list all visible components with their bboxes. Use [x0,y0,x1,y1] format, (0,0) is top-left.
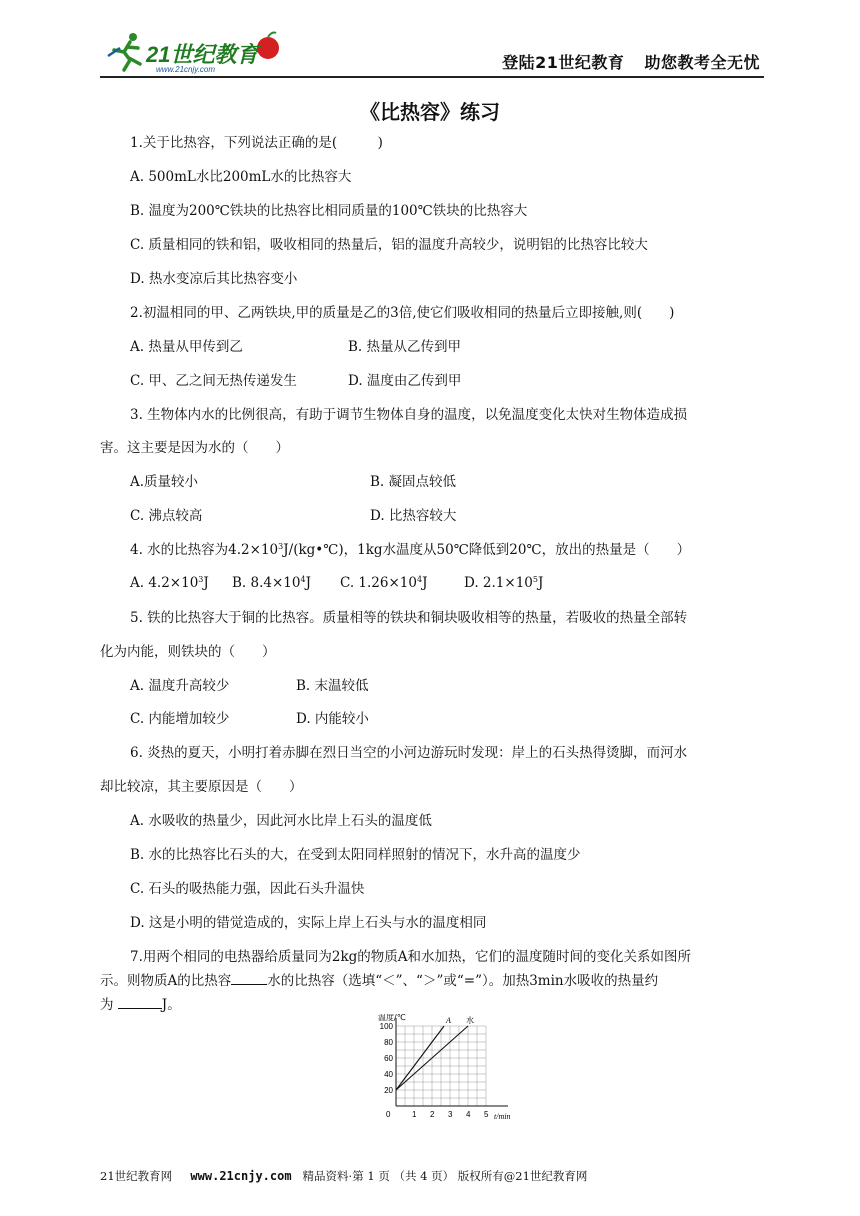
header-divider [100,76,764,78]
q7-blank-2[interactable] [118,996,162,1009]
page-footer [100,1168,764,1184]
q6-option-c: C. 石头的吸热能力强，因此石头升温快 [130,881,365,897]
q2-option-c: C. 甲、乙之间无热传递发生 [130,373,297,389]
header-slogan: 登陆21世纪教育 助您教考全无忧 [502,53,760,72]
series-label: A [446,1016,451,1025]
q3-stem-line2: 害。这主要是因为水的（ ） [100,440,289,456]
footer-url[interactable]: www.21cnjy.com [190,1169,292,1183]
q6-option-d: D. 这是小明的错觉造成的，实际上岸上石头与水的温度相同 [130,915,487,931]
x-tick-label: 0 [386,1110,391,1119]
q1-stem: 1.关于比热容，下列说法正确的是( ) [130,135,383,151]
x-tick-label: 1 [412,1110,417,1119]
svg-text:21世纪教育: 21世纪教育 [146,42,259,67]
q1-option-d: D. 热水变凉后其比热容变小 [130,271,298,287]
x-tick-label: 4 [466,1110,471,1119]
temperature-time-graph [368,1014,524,1120]
y-tick-label: 100 [379,1022,393,1031]
page-title: 《比热容》练习 [360,100,500,124]
q2-stem: 2.初温相同的甲、乙两铁块,甲的质量是乙的3倍,使它们吸收相同的热量后立即接触,则( ) [130,305,675,321]
y-tick-label: 60 [384,1054,393,1063]
q6-stem-line1: 6. 炎热的夏天，小明打着赤脚在烈日当空的小河边游玩时发现：岸上的石头热得烫脚，而河水 [130,745,688,761]
q6-option-a: A. 水吸收的热量少，因此河水比岸上石头的温度低 [130,813,432,829]
q1-option-a: A. 500mL水比200mL水的比热容大 [130,169,352,185]
x-axis-label: t/min [494,1112,511,1120]
footer-info: 精品资料·第 1 页 （共 4 页） 版权所有@21世纪教育网 [302,1169,588,1183]
q3-option-b: B. 凝固点较低 [370,474,457,490]
q1-option-c: C. 质量相同的铁和铝，吸收相同的热量后，铝的温度升高较少，说明铝的比热容比较大 [130,237,648,253]
q5-stem-line2: 化为内能，则铁块的（ ） [100,644,276,660]
q5-option-a: A. 温度升高较少 [130,678,230,694]
y-tick-label: 20 [384,1086,393,1095]
q3-option-c: C. 沸点较高 [130,508,203,524]
q5-option-d: D. 内能较小 [296,711,369,727]
q2-option-b: B. 热量从乙传到甲 [348,339,462,355]
q3-option-d: D. 比热容较大 [370,508,457,524]
q7-stem-line2: 示。则物质A的比热容 水的比热容（选填“＜”、“＞”或“=”）。加热3min水吸收的热量约 [100,973,659,989]
q5-option-c: C. 内能增加较少 [130,711,230,727]
q3-option-a: A.质量较小 [130,474,199,490]
q1-option-b: B. 温度为200℃铁块的比热容比相同质量的100℃铁块的比热容大 [130,203,528,219]
y-axis-label: 温度/℃ [378,1014,406,1022]
q5-stem-line1: 5. 铁的比热容大于铜的比热容。质量相等的铁块和铜块吸收相等的热量，若吸收的热量全部转 [130,610,688,626]
q2-option-a: A. 热量从甲传到乙 [130,339,243,355]
footer-site: 21世纪教育网 [100,1169,173,1183]
q5-option-b: B. 末温较低 [296,678,369,694]
q4-option-a: A. $4.2\times 10^3J$ [130,575,209,591]
x-tick-label: 2 [430,1110,435,1119]
series-label: 水 [466,1016,474,1025]
page-header [100,28,764,76]
svg-text:www.21cnjy.com: www.21cnjy.com [156,65,215,74]
q6-option-b: B. 水的比热容比石头的大，在受到太阳同样照射的情况下，水升高的温度少 [130,847,581,863]
y-tick-label: 40 [384,1070,393,1079]
q6-stem-line2: 却比较凉，其主要原因是（ ） [100,779,303,795]
q2-option-d: D. 温度由乙传到甲 [348,373,462,389]
q7-stem-line1: 7.用两个相同的电热器给质量同为2kg的物质A和水加热，它们的温度随时间的变化关系如图所 [130,949,692,965]
q4-option-c: C. $1.26\times 10^4J$ [340,575,428,591]
q7-stem-line3: 为 J。 [100,997,181,1013]
q7-blank-1[interactable] [231,972,267,985]
x-tick-label: 5 [484,1110,489,1119]
q4-option-d: D. $2.1\times 10^5J$ [464,575,544,591]
q4-stem: 4. 水的比热容为$4.2\times 10^3J/(kg•℃)$，1kg水温度从50℃降低到20℃，放出的热量是（ ） [130,542,691,558]
x-tick-label: 3 [448,1110,453,1119]
y-tick-label: 80 [384,1038,393,1047]
logo-icon [100,28,290,74]
q4-option-b: B. $8.4\times 10^4J$ [232,575,311,591]
q3-stem-line1: 3. 生物体内水的比例很高，有助于调节生物体自身的温度，以免温度变化太快对生物体造成损 [130,407,688,423]
